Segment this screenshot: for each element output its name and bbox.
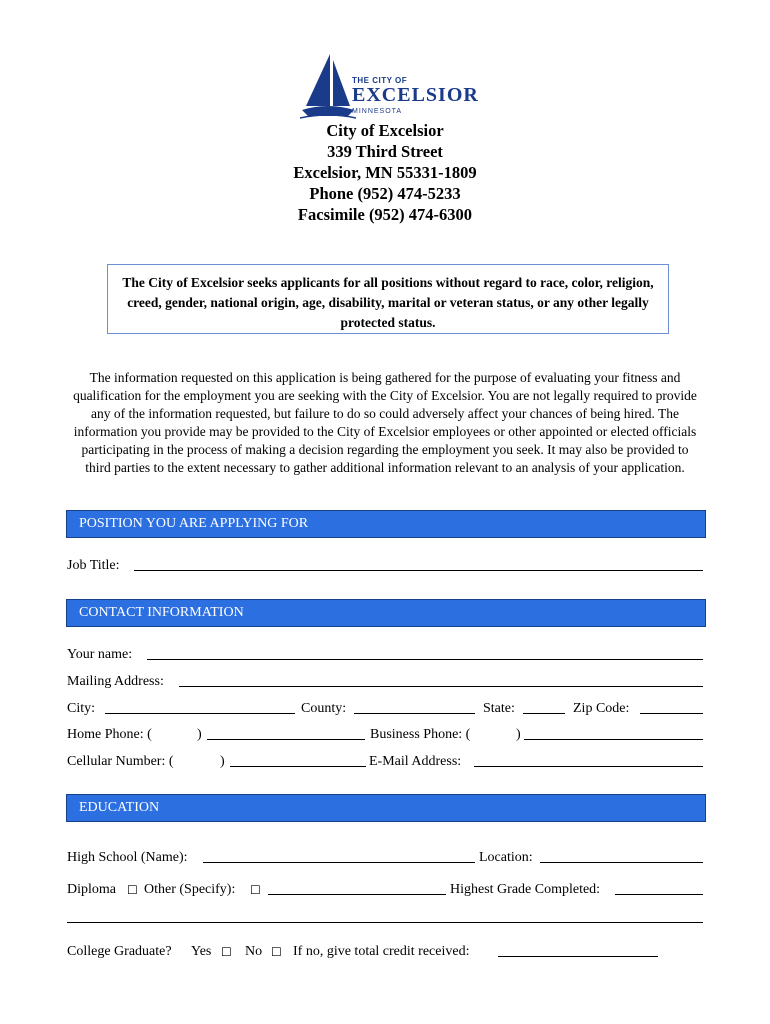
section-header-education: EDUCATION: [66, 794, 706, 822]
your-name-field[interactable]: [147, 645, 703, 660]
if-no-label: If no, give total credit received:: [293, 944, 470, 959]
city-state-zip: Excelsior, MN 55331-1809: [293, 163, 477, 182]
zip-code-label: Zip Code:: [573, 701, 630, 716]
equal-opportunity-notice: The City of Excelsior seeks applicants for all positions without regard to race, color, religion, creed, gender, national origin, age, disability, marital or veteran status, or any other legally protected status.: [107, 264, 669, 334]
county-label: County:: [301, 701, 347, 716]
section-header-position: POSITION YOU ARE APPLYING FOR: [66, 510, 706, 538]
name-row: [67, 645, 703, 665]
city-label: City:: [67, 701, 96, 716]
highest-grade-field[interactable]: [615, 880, 703, 895]
your-name-label: Your name:: [67, 647, 133, 662]
credit-received-field[interactable]: [498, 942, 658, 957]
logo-top-text: THE CITY OF: [352, 76, 408, 85]
extra-line-field[interactable]: [67, 922, 703, 923]
city-logo: [300, 50, 480, 120]
high-school-row: [67, 848, 703, 868]
street-address: 339 Third Street: [327, 142, 443, 161]
business-phone-paren: ): [516, 727, 521, 742]
no-checkbox[interactable]: ☐: [271, 945, 282, 959]
zip-code-field[interactable]: [640, 699, 703, 714]
home-phone-field[interactable]: [207, 725, 365, 740]
state-field[interactable]: [523, 699, 565, 714]
diploma-row: [67, 880, 703, 900]
mailing-address-label: Mailing Address:: [67, 674, 164, 689]
home-phone-paren: ): [197, 727, 202, 742]
high-school-label: High School (Name):: [67, 850, 188, 865]
mailing-address-row: [67, 672, 703, 692]
intro-paragraph: The information requested on this application is being gathered for the purpose of evaluating your fitness and qualification for the employment you are seeking with the City of Excelsior. You are not legally required to provide any of the information requested, but failure to do so could adversely affect your chances of being hired. The information you provide may be provided to the City of Excelsior employees or other appointed or elected officials participating in the process of making a decision regarding the employment you seek. It may also be provided to third parties to the extent necessary to gather additional information relevant to an analysis of your application.: [73, 370, 697, 475]
phone-row: [67, 725, 703, 745]
phone-number: Phone (952) 474-5233: [309, 184, 461, 203]
cellular-field[interactable]: [230, 752, 366, 767]
cellular-label: Cellular Number: (: [67, 754, 174, 769]
address-block: [0, 120, 770, 225]
email-field[interactable]: [474, 752, 703, 767]
sailboat-icon: [300, 50, 356, 120]
yes-checkbox[interactable]: ☐: [221, 945, 232, 959]
yes-label: Yes: [191, 944, 212, 959]
job-title-row: [67, 556, 703, 576]
college-row: [67, 942, 703, 962]
city-name: City of Excelsior: [326, 121, 444, 140]
home-phone-label: Home Phone: (: [67, 727, 152, 742]
cellular-row: [67, 752, 703, 772]
job-title-field[interactable]: [134, 556, 703, 571]
location-field[interactable]: [540, 848, 703, 863]
email-label: E-Mail Address:: [369, 754, 462, 769]
fax-number: Facsimile (952) 474-6300: [297, 205, 473, 224]
job-title-label: Job Title:: [67, 558, 120, 573]
highest-grade-label: Highest Grade Completed:: [450, 882, 601, 897]
high-school-field[interactable]: [203, 848, 475, 863]
city-field[interactable]: [105, 699, 295, 714]
college-graduate-label: College Graduate?: [67, 944, 172, 959]
mailing-address-field[interactable]: [179, 672, 703, 687]
cellular-paren: ): [220, 754, 225, 769]
city-row: [67, 699, 703, 719]
logo-main-text: EXCELSIOR: [352, 84, 479, 106]
section-header-contact: CONTACT INFORMATION: [66, 599, 706, 627]
diploma-label: Diploma: [67, 882, 116, 897]
business-phone-label: Business Phone: (: [370, 727, 471, 742]
other-specify-label: Other (Specify):: [144, 882, 236, 897]
diploma-checkbox[interactable]: ☐: [127, 883, 138, 897]
county-field[interactable]: [354, 699, 475, 714]
business-phone-field[interactable]: [524, 725, 703, 740]
other-specify-field[interactable]: [268, 880, 446, 895]
logo-bottom-text: MINNESOTA: [352, 108, 403, 115]
other-checkbox[interactable]: ☐: [250, 883, 261, 897]
location-label: Location:: [479, 850, 533, 865]
no-label: No: [245, 944, 263, 959]
state-label: State:: [483, 701, 515, 716]
